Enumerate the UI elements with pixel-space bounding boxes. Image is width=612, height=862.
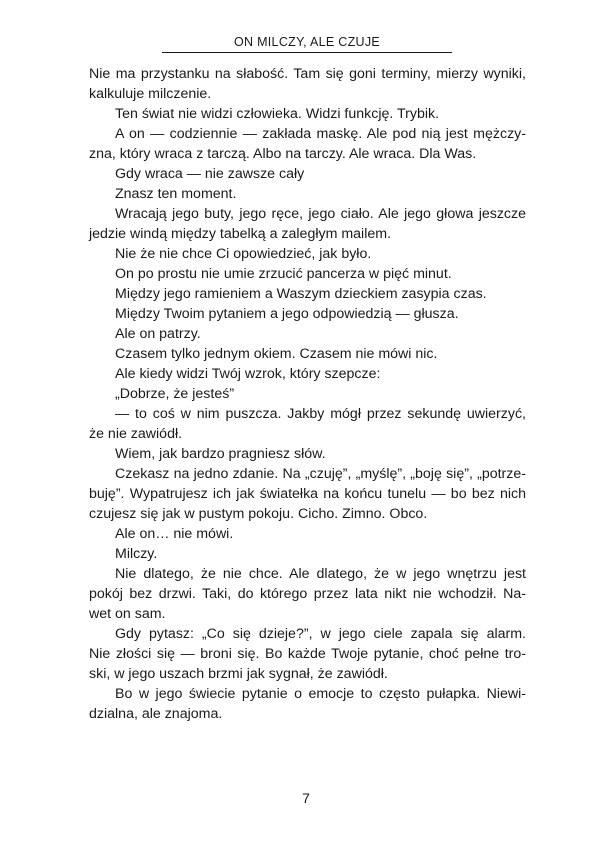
text-line: zna, który wraca z tarczą. Albo na tarczy. Ale wraca. Dla Was. <box>89 146 477 162</box>
text-line: Między Twoim pytaniem a jego odpowiedzią — głusza. <box>115 306 459 322</box>
text-line: Gdy pytasz: „Co się dzieje?”, w jego ciele zapala się alarm. <box>115 626 526 642</box>
text-line: Nie że nie chce Ci opowiedzieć, jak było. <box>115 246 372 262</box>
text-line: Czekasz na jedno zdanie. Na „czuję”, „myślę”, „boję się”, „potrze- <box>115 466 526 482</box>
text-line: ski, w jego uszach brzmi jak sygnał, że zawiódł. <box>89 666 388 682</box>
page-number: 7 <box>302 790 310 806</box>
text-line: A on — codziennie — zakłada maskę. Ale pod nią jest mężczy- <box>115 126 526 142</box>
body-text <box>89 64 526 724</box>
text-line: buję”. Wypatrujesz ich jak światełka na końcu tunelu — bo bez nich <box>89 486 526 502</box>
text-line: Między jego ramieniem a Waszym dzieckiem zasypia czas. <box>115 286 487 302</box>
text-line: Ale kiedy widzi Twój wzrok, który szepcze: <box>115 366 381 382</box>
text-line: — to coś w nim puszcza. Jakby mógł przez sekundę uwierzyć, <box>115 406 526 422</box>
text-line: Wiem, jak bardzo pragniesz słów. <box>115 446 326 462</box>
text-line: że nie zawiódł. <box>89 426 183 442</box>
text-line: pokój bez drzwi. Taki, do którego przez lata nikt nie wchodził. Na- <box>89 586 526 602</box>
text-line: Ale on… nie mówi. <box>115 526 234 542</box>
running-head: ON MILCZY, ALE CZUJE <box>162 35 452 53</box>
text-line: czujesz się jak w pustym pokoju. Cicho. Zimno. Obco. <box>89 506 428 522</box>
text-line: Milczy. <box>115 546 158 562</box>
text-line: Ale on patrzy. <box>115 326 201 342</box>
text-line: wet on sam. <box>89 606 166 622</box>
text-line: Czasem tylko jednym okiem. Czasem nie mówi nic. <box>115 346 438 362</box>
text-line: Znasz ten moment. <box>115 186 237 202</box>
text-line: Nie dlatego, że nie chce. Ale dlatego, że w jego wnętrzu jest <box>115 566 526 582</box>
text-line: jedzie windą między tabelką a zaległym mailem. <box>89 226 392 242</box>
text-line: Bo w jego świecie pytanie o emocje to często pułapka. Niewi- <box>115 686 526 702</box>
text-line: „Dobrze, że jesteś” <box>115 386 235 402</box>
text-line: Wracają jego buty, jego ręce, jego ciało. Ale jego głowa jeszcze <box>115 206 526 222</box>
text-line: dzialna, ale znajoma. <box>89 706 223 722</box>
text-line: Ten świat nie widzi człowieka. Widzi funkcję. Trybik. <box>115 106 440 122</box>
text-line: Gdy wraca — nie zawsze cały <box>115 166 305 182</box>
text-line: Nie ma przystanku na słabość. Tam się goni terminy, mierzy wyniki, <box>89 66 526 82</box>
text-line: kalkuluje milczenie. <box>89 86 212 102</box>
text-line: On po prostu nie umie zrzucić pancerza w pięć minut. <box>115 266 452 282</box>
text-line: Nie złości się — broni się. Bo każde Twoje pytanie, choć pełne tro- <box>89 646 526 662</box>
